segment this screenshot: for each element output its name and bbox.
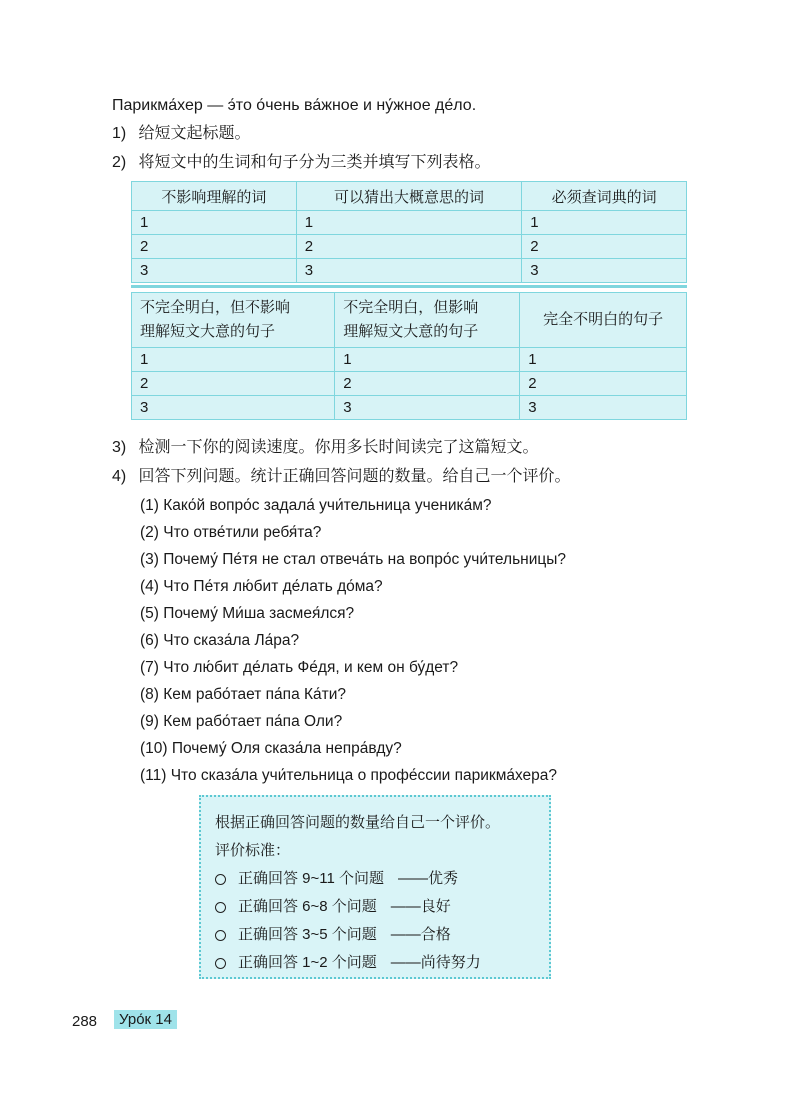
intro-sentence: Парикма́хер — э́то о́чень ва́жное и ну́жное де́ло. [112,97,477,114]
task-1 [112,124,250,144]
table-cell: 3 [132,396,335,420]
task-number: 4) [112,468,127,485]
lesson-label: Уро́к 14 [114,1010,177,1029]
criterion-item: 正确回答 3~5 个问题 ——合格 [215,921,535,949]
task-number: 3) [112,439,127,456]
table-cell: 2 [520,372,687,396]
question-item: (11) Что сказа́ла учи́тельница о профе́ссии парикма́хера? [140,767,558,784]
table-cell: 2 [132,235,297,259]
table-header: 完全不明白的句子 [520,293,687,348]
evaluation-box [199,795,551,979]
table-row [132,372,687,396]
table-cell: 2 [132,372,335,396]
task-2 [112,153,490,173]
task-text: 给短文起标题。 [138,125,251,142]
criterion-item: 正确回答 6~8 个问题 ——良好 [215,893,535,921]
question-item: (10) Почему́ Оля сказа́ла непра́вду? [140,740,402,757]
table-cell: 1 [335,348,520,372]
table-cell: 2 [296,235,522,259]
table-cell: 1 [132,348,335,372]
table-cell: 3 [522,259,687,283]
evaluation-title: 根据正确回答问题的数量给自己一个评价。 [215,814,501,831]
table-row [132,235,687,259]
table-row [132,259,687,283]
evaluation-subtitle: 评价标准： [215,842,291,859]
table-cell: 3 [296,259,522,283]
table-header: 不完全明白，但不影响 理解短文大意的句子 [132,293,335,348]
question-item: (2) Что отве́тили ребя́та? [140,524,322,541]
circle-icon [215,930,226,941]
question-item: (3) Почему́ Пе́тя не стал отвеча́ть на вопро́с учи́тельницы? [140,551,567,568]
question-item: (8) Кем рабо́тает па́па Ка́ти? [140,686,347,703]
criterion-item: 正确回答 1~2 个问题 ——尚待努力 [215,949,535,977]
question-item: (4) Что Пе́тя лю́бит де́лать до́ма? [140,578,383,595]
question-item: (6) Что сказа́ла Ла́ра? [140,632,300,649]
task-text: 回答下列问题。统计正确回答问题的数量。给自己一个评价。 [138,468,571,485]
task-number: 1) [112,125,127,142]
circle-icon [215,874,226,885]
words-table [131,181,687,283]
question-item: (7) Что лю́бит де́лать Фе́дя, и кем он бу́дет? [140,659,459,676]
task-4 [112,467,570,487]
page-number: 288 [72,1013,98,1030]
task-3 [112,438,538,458]
table-cell: 1 [296,211,522,235]
question-item: (1) Како́й вопро́с задала́ учи́тельница ученика́м? [140,497,492,514]
table-header: 可以猜出大概意思的词 [296,182,522,211]
table-cell: 2 [522,235,687,259]
table-row [132,396,687,420]
table-cell: 1 [132,211,297,235]
table-cell: 3 [335,396,520,420]
sentences-table [131,292,687,420]
table-header: 不影响理解的词 [132,182,297,211]
table-row [132,211,687,235]
table-header: 不完全明白，但影响 理解短文大意的句子 [335,293,520,348]
table-row [132,348,687,372]
table-cell: 1 [520,348,687,372]
task-number: 2) [112,154,127,171]
criterion-item: 正确回答 9~11 个问题 ——优秀 [215,865,535,893]
table-cell: 1 [522,211,687,235]
table-divider [131,285,687,288]
table-cell: 3 [520,396,687,420]
circle-icon [215,958,226,969]
table-cell: 3 [132,259,297,283]
table-header: 必须查词典的词 [522,182,687,211]
table-cell: 2 [335,372,520,396]
circle-icon [215,902,226,913]
task-text: 检测一下你的阅读速度。你用多长时间读完了这篇短文。 [138,439,539,456]
question-item: (5) Почему́ Ми́ша засмея́лся? [140,605,355,622]
question-item: (9) Кем рабо́тает па́па Оли? [140,713,343,730]
task-text: 将短文中的生词和句子分为三类并填写下列表格。 [138,154,491,171]
